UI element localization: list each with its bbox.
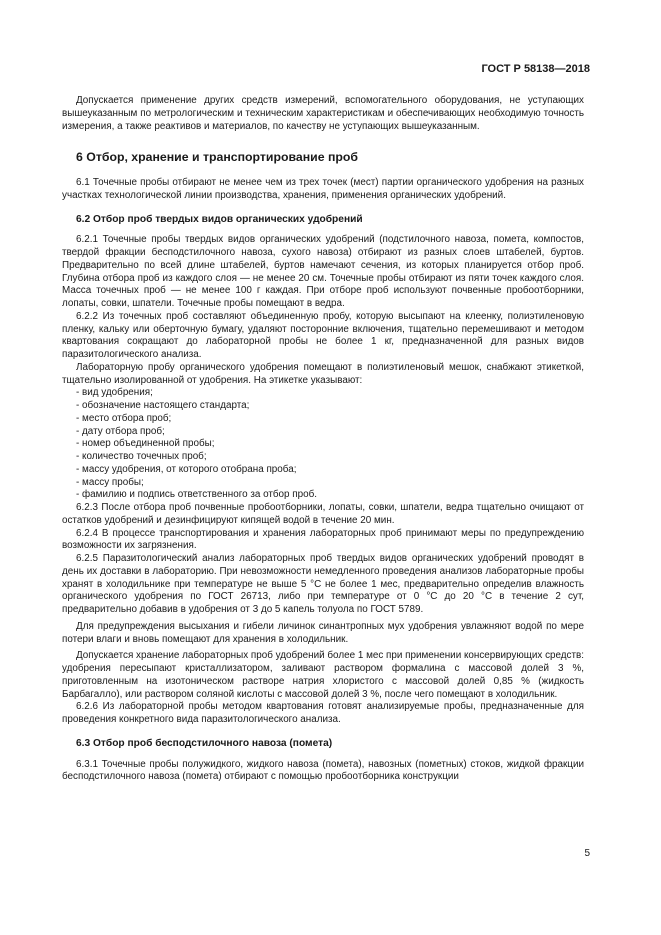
paragraph-6-2-3: 6.2.3 После отбора проб почвенные пробоотборники, лопаты, совки, шпатели, ведра тщательно очищают от остатков удобрений и дезинфицируют кипящей водой в течение 20 мин.: [62, 502, 584, 526]
list-item: - место отбора проб;: [76, 412, 172, 424]
list-item: - массу удобрения, от которого отобрана проба;: [76, 463, 297, 475]
paragraph-6-2-2: 6.2.2 Из точечных проб составляют объединенную пробу, которую высыпают на клеенку, полиэтиленовую пленку, кальку или оберточную бумагу, удаляют посторонние включения, тщательно перемешивают и методом квартования сокращают до лабораторной пробы не более 1 кг, предназначенной для разных видов паразитологического анализа.: [62, 310, 584, 360]
document-body: [62, 95, 584, 784]
list-item: - вид удобрения;: [76, 387, 153, 399]
list-item: - фамилию и подпись ответственного за отбор проб.: [76, 489, 318, 501]
paragraph-label: Лабораторную пробу органического удобрения помещают в полиэтиленовый мешок, снабжают этикеткой, тщательно изолированной от удобрения. На этикетке указывают:: [62, 361, 584, 386]
paragraph-6-3-1: 6.3.1 Точечные пробы полужидкого, жидкого навоза (помета), навозных (пометных) стоков, жидкой фракции бесподстилочного навоза (помета) отбирают с помощью пробоотборника конструкции: [62, 758, 584, 783]
paragraph-drying: Для предупреждения высыхания и гибели личинок синантропных мух удобрения увлажняют водой по мере потери влаги и вновь помещают для хранения в холодильник.: [62, 620, 584, 645]
list-item: - дату отбора проб;: [76, 425, 165, 437]
paragraph-6-2-5: 6.2.5 Паразитологический анализ лабораторных проб твердых видов органических удобрений проводят в день их доставки в лабораторию. При невозможности немедленного проведения анализов лабораторные пробы хранят в холодильнике при температуре не выше 5 °С не более 1 мес, предварительно определив влажность органического удобрения по ГОСТ 26713, либо при температуре от 0 °С до 20 °С в течение 2 сут, предварительно добавив в удобрения от 3 до 5 капель толуола по ГОСТ 5789.: [62, 553, 584, 615]
paragraph-6-1: 6.1 Точечные пробы отбирают не менее чем из трех точек (мест) партии органического удобрения на разных участках технологической линии производства, хранения, применения органических удобрений.: [62, 177, 584, 201]
section-6-heading: 6 Отбор, хранение и транспортирование проб: [76, 150, 359, 165]
section-6-2-heading: 6.2 Отбор проб твердых видов органических удобрений: [76, 213, 363, 225]
list-item: - количество точечных проб;: [76, 451, 207, 462]
standard-header: ГОСТ Р 58138—2018: [481, 63, 590, 75]
list-item: - обозначение настоящего стандарта;: [76, 400, 250, 411]
list-item: - массу пробы;: [76, 476, 144, 488]
list-item: - номер объединенной пробы;: [76, 438, 215, 450]
intro-paragraph: Допускается применение других средств измерений, вспомогательного оборудования, не уступающих вышеуказанным по метрологическим и техническим характеристикам и обеспечивающих необходимую точность измерения, а также реактивов и материалов, по качеству не уступающих вышеуказанным.: [62, 95, 584, 132]
label-items-list: [62, 387, 584, 502]
page-number: 5: [584, 848, 590, 859]
section-6-3-heading: 6.3 Отбор проб бесподстилочного навоза (помета): [76, 737, 333, 749]
paragraph-storage: Допускается хранение лабораторных проб удобрений более 1 мес при применении консервирующих средств: удобрения пересыпают кристаллизатором, заливают раствором формалина с массовой долей 3 %, приготовленным на изотоническом растворе натрия хлористого с массовой долей 0,85 % (жидкость Барбагалло), или раствором соляной кислоты с массовой долей 3 %, после чего помещают в холодильник.: [62, 650, 584, 700]
paragraph-6-2-6: 6.2.6 Из лабораторной пробы методом квартования готовят анализируемые пробы, предназначенные для проведения конкретного вида паразитологического анализа.: [62, 701, 584, 725]
paragraph-6-2-4: 6.2.4 В процессе транспортирования и хранения лабораторных проб принимают меры по предупреждению возможности их загрязнения.: [62, 527, 584, 552]
paragraph-6-2-1: 6.2.1 Точечные пробы твердых видов органических удобрений (подстилочного навоза, помета, компостов, твердой фракции бесподстилочного навоза, сухого навоза) отбирают из разных слоев штабелей, буртов. Предварительно по всей длине штабелей, буртов намечают сечения, из которых планируется отбор проб. Глубина отбора проб из каждого слоя — не менее 20 см. Точечные пробы отбирают из пяти точек каждого слоя. Масса точечных проб — не менее 100 г каждая. При отборе проб используют почвенные пробоотборники, лопаты, совки, шпатели. Точечные пробы помещают в ведра.: [62, 234, 584, 309]
